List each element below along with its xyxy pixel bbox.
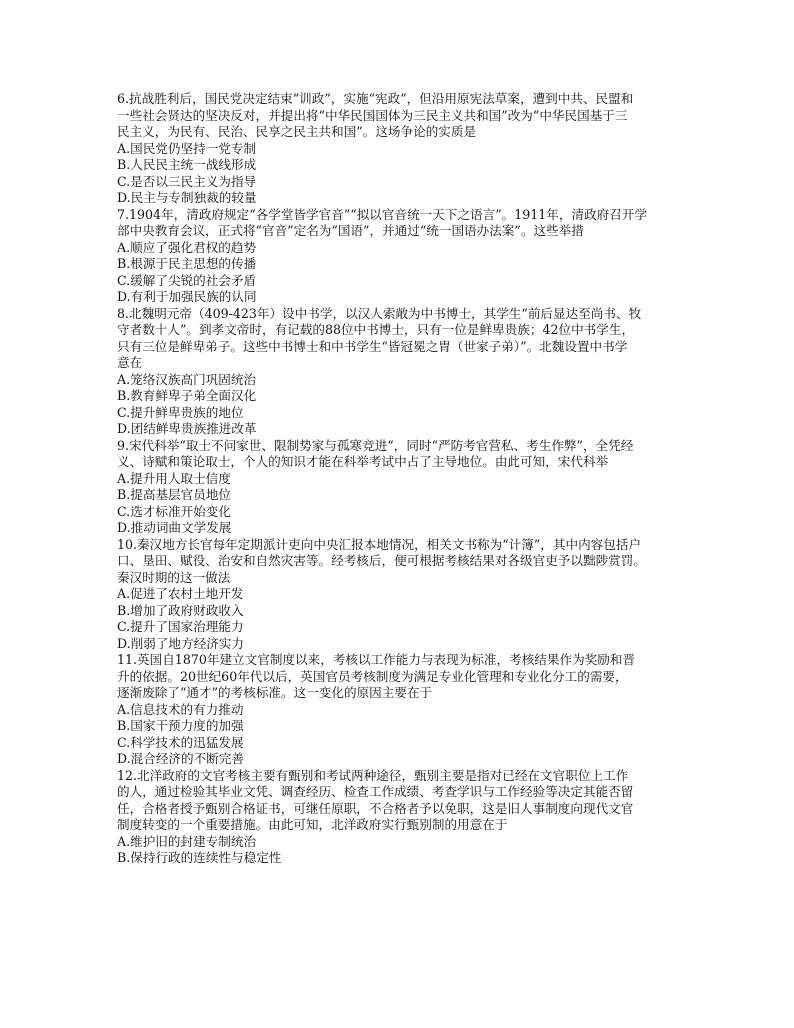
q12-stem-line-3: 任，合格者授予甄别合格证书，可继任原职，不合格者予以免职，这是旧人事制度向现代文官 <box>117 800 634 816</box>
q8-stem-line-3: 只有三位是鲜卑弟子。这些中书博士和中书学生“皆冠冕之胄（世家子弟）”。北魏设置中书学 <box>117 338 628 354</box>
q9-stem-line-2: 义、诗赋和策论取士，个人的知识才能在科举考试中占了主导地位。由此可知，宋代科举 <box>117 454 609 469</box>
q12-stem-line-1: 12.北洋政府的文官考核主要有甄别和考试两种途径，甄别主要是指对已经在文官职位上工作 <box>117 767 629 783</box>
q6-option-a: A.国民党仍坚持一党专制 <box>117 140 257 156</box>
q8-stem-line-1: 8.北魏明元帝（409-423年）设中书学，以汉人索敞为中书博士，其学生“前后显达至尚书、牧 <box>117 305 642 321</box>
q12-stem-line-4: 制度转变的一个重要措施。由此可知，北洋政府实行甄别制的用意在于 <box>117 817 508 832</box>
q9-stem-line-1: 9.宋代科举“取士不问家世、限制势家与孤寒竞进”，同时“严防考官营私、考生作弊”，全凭经 <box>117 437 634 453</box>
q7-option-b: B.根源于民主思想的传播 <box>117 256 257 271</box>
q10-option-a: A.促进了农村土地开发 <box>117 586 244 601</box>
q8-stem-line-2: 守者数十人”。到孝文帝时，有记载的88位中书博士，只有一位是鲜卑贵族；42位中书学生， <box>117 322 635 337</box>
q7-stem-line-1: 7.1904年，清政府规定“各学堂皆学官音”“拟以官音统一天下之语言”。1911年，清政府召开学 <box>117 206 648 222</box>
document-page <box>117 91 683 867</box>
q9-option-b: B.提高基层官员地位 <box>117 487 232 502</box>
q8-stem-line-4: 意在 <box>117 355 143 370</box>
q8-option-a: A.笼络汉族高门巩固统治 <box>117 371 257 387</box>
q11-option-d: D.混合经济的不断完善 <box>117 751 244 766</box>
q9-option-c: C.选才标准开始变化 <box>117 503 231 519</box>
q6-option-b: B.人民民主统一战线形成 <box>117 157 257 172</box>
q8-option-c: C.提升鲜卑贵族的地位 <box>117 404 244 420</box>
q10-stem-line-1: 10.秦汉地方长官每年定期派计吏向中央汇报本地情况，相关文书称为“计簿”，其中内容包括户 <box>117 536 642 552</box>
q7-stem-line-2: 部中央教育会议，正式将“官音”定名为“国语”，并通过“统一国语办法案”。这些举措 <box>117 223 584 238</box>
q10-stem-line-3: 秦汉时期的这一做法 <box>117 569 231 585</box>
q12-option-a: A.维护旧的封建专制统治 <box>117 833 257 849</box>
q8-option-d: D.团结鲜卑贵族推进改革 <box>117 421 257 436</box>
q8-option-b: B.教育鲜卑子弟全面汉化 <box>117 388 257 403</box>
q9-option-a: A.提升用人取士信度 <box>117 470 231 486</box>
q11-stem-line-2: 升的依据。20世纪60年代以后，英国官员考核制度为满足专业化管理和专业化分工的需要， <box>117 668 628 684</box>
q10-option-c: C.提升了国家治理能力 <box>117 619 244 634</box>
q6-option-d: D.民主与专制独裁的较量 <box>117 190 257 205</box>
q10-option-d: D.削弱了地方经济实力 <box>117 635 244 651</box>
q11-stem-line-3: 逐渐废除了“通才”的考核标准。这一变化的原因主要在于 <box>117 685 433 700</box>
q11-stem-line-1: 11.英国自1870年建立文官制度以来，考核以工作能力与表现为标准，考核结果作为奖励和晋 <box>117 652 636 667</box>
q12-stem-line-2: 的人，通过检验其毕业文凭、调查经历、检查工作成绩、考查学识与工作经验等决定其能否留 <box>117 784 634 799</box>
q6-stem-line-3: 民主义，为民有、民治、民享之民主共和国”。这场争论的实质是 <box>117 124 477 139</box>
q10-option-b: B.增加了政府财政收入 <box>117 602 244 618</box>
q11-option-c: C.科学技术的迅猛发展 <box>117 734 244 750</box>
q9-option-d: D.推动词曲文学发展 <box>117 520 232 535</box>
q6-option-c: C.是否以三民主义为指导 <box>117 173 257 189</box>
q11-option-b: B.国家干预力度的加强 <box>117 718 244 733</box>
q7-option-c: C.缓解了尖锐的社会矛盾 <box>117 272 257 288</box>
q7-option-a: A.顺应了强化君权的趋势 <box>117 239 257 255</box>
q6-stem-line-1: 6.抗战胜利后，国民党决定结束“训政”，实施“宪政”，但沿用原宪法草案，遭到中共、民盟和 <box>117 91 634 106</box>
q7-option-d: D.有利于加强民族的认同 <box>117 289 257 304</box>
q12-option-b: B.保持行政的连续性与稳定性 <box>117 850 282 865</box>
q6-stem-line-2: 一些社会贤达的坚决反对，并提出将“中华民国国体为三民主义共和国”改为“中华民国基于三 <box>117 107 628 123</box>
q10-stem-line-2: 口、垦田、赋役、治安和自然灾害等。经考核后，便可根据考核结果对各级官吏予以黜陟赏罚。 <box>117 553 646 568</box>
q11-option-a: A.信息技术的有力推动 <box>117 701 244 717</box>
